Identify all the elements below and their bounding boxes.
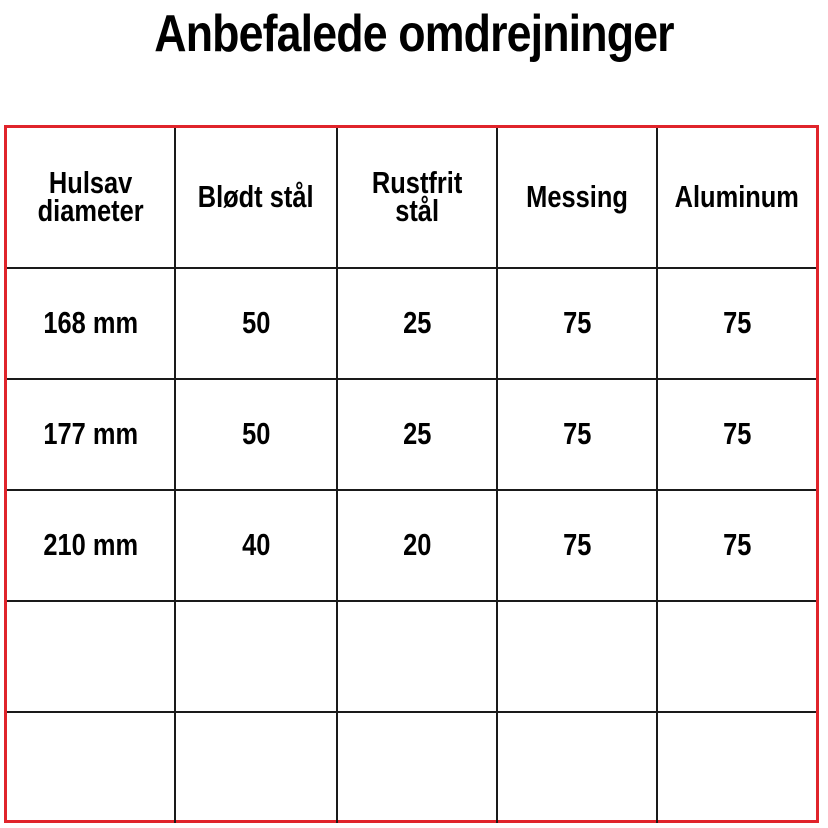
table-cell: 20 (337, 490, 497, 601)
table-cell: 75 (657, 379, 816, 490)
table-cell: 75 (497, 490, 657, 601)
table-cell: 177 mm (7, 379, 175, 490)
header-cell-aluminum (657, 128, 816, 268)
table-row (7, 712, 816, 823)
table-cell: 210 mm (7, 490, 175, 601)
table-cell: 50 (175, 379, 337, 490)
table-cell: 25 (337, 268, 497, 379)
rpm-table (7, 128, 816, 823)
header-cell-brass (497, 128, 657, 268)
table-cell (7, 712, 175, 823)
header-line: stål (395, 193, 439, 228)
table-cell: 40 (175, 490, 337, 601)
header-cell-mild-steel (175, 128, 337, 268)
table-cell: 168 mm (7, 268, 175, 379)
header-line: Rustfrit (371, 165, 463, 200)
table-cell (657, 601, 816, 712)
table-cell: 75 (657, 490, 816, 601)
table-row (7, 379, 816, 490)
header-cell-stainless-steel (337, 128, 497, 268)
table-row (7, 601, 816, 712)
table-cell (337, 601, 497, 712)
table-cell: 50 (175, 268, 337, 379)
header-line: Messing (526, 179, 628, 214)
table-cell (337, 712, 497, 823)
table-cell: 25 (337, 379, 497, 490)
header-line: Hulsav (48, 165, 133, 200)
table-cell (497, 712, 657, 823)
header-line: Blødt stål (198, 179, 314, 214)
table-header-row (7, 128, 816, 268)
table-cell: 75 (497, 379, 657, 490)
table-cell (657, 712, 816, 823)
table-cell (175, 712, 337, 823)
table-row (7, 490, 816, 601)
page-title: Anbefalede omdrejninger (154, 5, 674, 63)
table-cell (497, 601, 657, 712)
table-row (7, 268, 816, 379)
table-cell (175, 601, 337, 712)
header-cell-diameter (7, 128, 175, 268)
table-cell: 75 (497, 268, 657, 379)
header-line: Aluminum (674, 179, 800, 214)
table-cell: 75 (657, 268, 816, 379)
header-line: diameter (37, 193, 144, 228)
table-cell (7, 601, 175, 712)
